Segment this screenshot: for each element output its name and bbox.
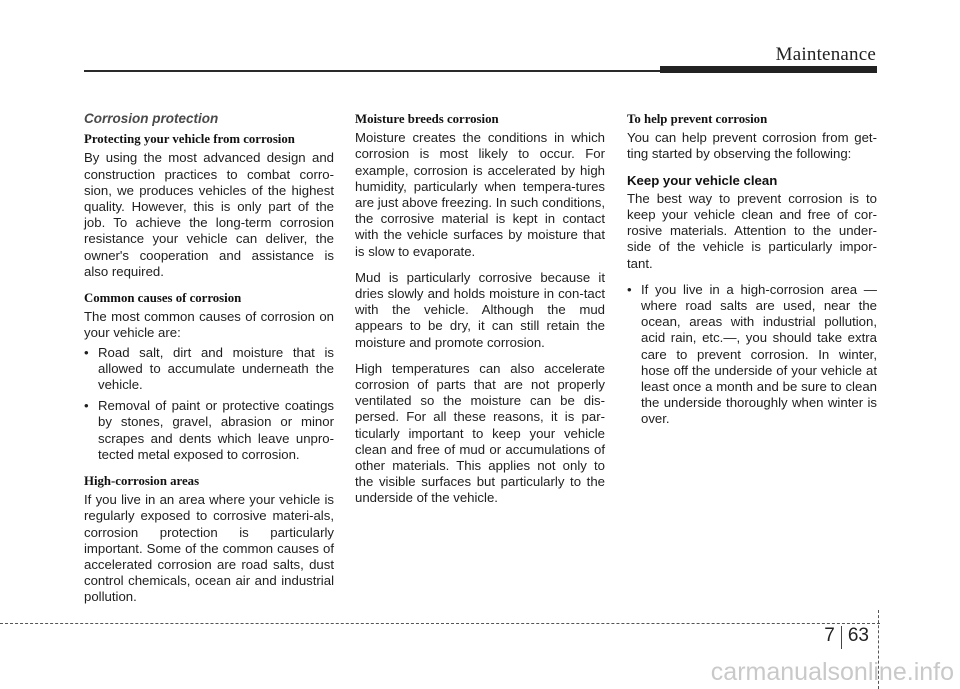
header-rule-accent	[660, 66, 877, 73]
paragraph: High temperatures can also accelerate corrosion of parts that are not properly ventilated so the moisture can be dis-persed. For all these reasons, it is par-ticularly important to keep your vehicle clean and free of mud or accumulations of other materials. This applies not only to the visible surfaces but particularly to the underside of the vehicle.	[355, 360, 605, 506]
header-title: Maintenance	[775, 44, 876, 65]
paragraph: You can help prevent corrosion from get-ting started by observing the following:	[627, 130, 877, 162]
column-2	[355, 111, 605, 517]
page-number-value: 63	[847, 625, 869, 646]
paragraph: By using the most advanced design and construction practices to combat corro-sion, we produces vehicles of the highest quality. However, this is only part of the job. To achieve the long-term corrosion resistance your vehicle can deliver, the owner's cooperation and assistance is also required.	[84, 150, 334, 279]
section-title: Corrosion protection	[84, 111, 219, 126]
list-item: • Removal of paint or protective coatings by stones, gravel, abrasion or minor scrapes and dents which leave unpro-tected metal exposed to corrosion.	[84, 398, 334, 463]
subheading: Protecting your vehicle from corrosion	[84, 132, 295, 147]
subheading: High-corrosion areas	[84, 474, 200, 489]
paragraph: Mud is particularly corrosive because it dries slowly and holds moisture in con-tact with the vehicle. Although the mud appears to be dry, it can still retain the moisture and promote corrosion.	[355, 269, 605, 350]
page-number-divider	[841, 626, 842, 649]
bullet-list	[84, 345, 334, 463]
list-item: • If you live in a high-corrosion area — where road salts are used, near the ocean, areas with industrial pollution, acid rain, etc.—, you should take extra care to prevent corrosion. In winter, hose off the underside of your vehicle at least once a month and be sure to clean the underside thoroughly when winter is over.	[627, 282, 877, 428]
subheading: Keep your vehicle clean	[627, 172, 778, 188]
header-rule	[84, 70, 664, 72]
page-number	[824, 625, 869, 649]
paragraph: The best way to prevent corrosion is to keep your vehicle clean and free of cor-rosive materials. Attention to the under-side of the vehicle is particularly impor-tant.	[627, 190, 877, 271]
bullet-list	[627, 282, 877, 428]
paragraph: Moisture creates the conditions in which corrosion is most likely to occur. For example, corrosion is accelerated by high humidity, particularly when tempera-tures are just above freezing. In such conditions, the corrosive material is kept in contact with the vehicle surfaces by moisture that is slow to evaporate.	[355, 130, 605, 259]
subheading: Common causes of corrosion	[84, 291, 242, 306]
chapter-number: 7	[824, 625, 835, 646]
subheading: To help prevent corrosion	[627, 112, 768, 126]
subheading: Moisture breeds corrosion	[355, 112, 499, 126]
footer-rule	[0, 623, 880, 624]
column-3	[627, 111, 877, 438]
watermark: carmanualsonline.info	[710, 658, 954, 686]
paragraph: The most common causes of corrosion on your vehicle are:	[84, 309, 334, 341]
column-1	[84, 111, 334, 616]
list-item: • Road salt, dirt and moisture that is allowed to accumulate underneath the vehicle.	[84, 345, 334, 394]
paragraph: If you live in an area where your vehicle is regularly exposed to corrosive materi-als, corrosion protection is particularly important. Some of the common causes of accelerated corrosion are road salts, dust control chemicals, ocean air and industrial pollution.	[84, 492, 334, 605]
